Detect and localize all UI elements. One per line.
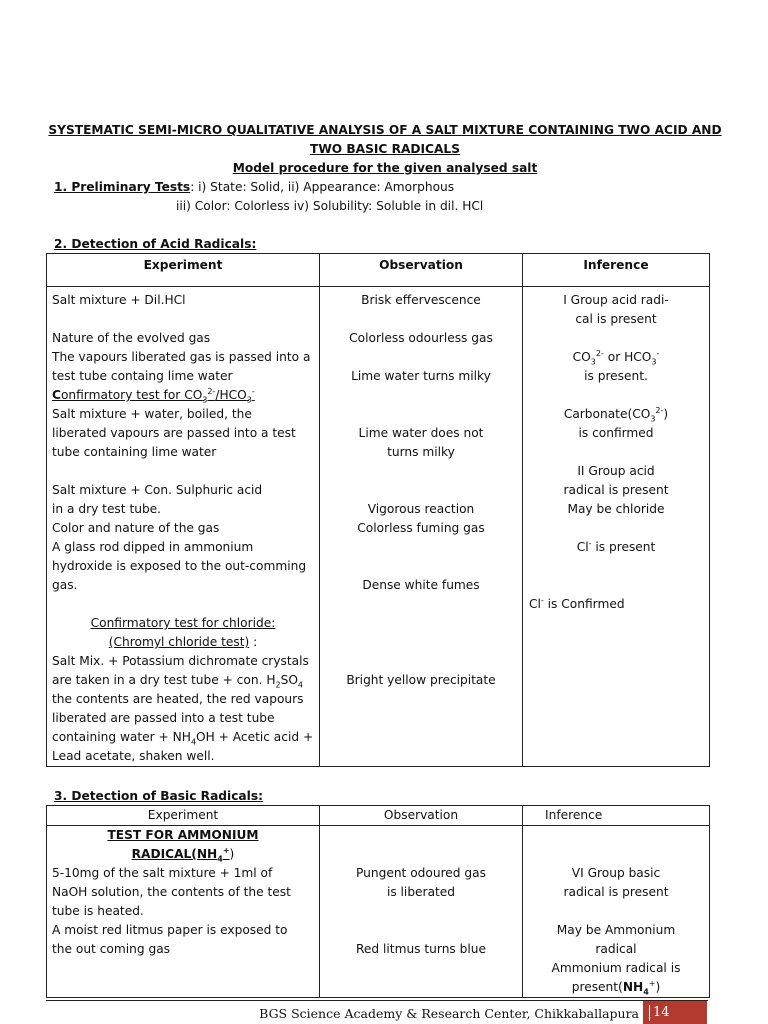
basic-col-experiment: Experiment <box>47 806 320 826</box>
acid-radicals-heading: 2. Detection of Acid Radicals: <box>54 237 257 251</box>
acid-exp-line: A glass rod dipped in ammonium <box>52 540 254 554</box>
acid-exp-line: containing water + $NH_4OH$ + Acetic acid + <box>52 730 314 747</box>
basic-col-observation: Observation <box>320 806 523 826</box>
acid-inf-line: $CO_3^{2-}$ or $HCO_3^-$ <box>572 348 660 367</box>
basic-obs-line: Pungent odoured gas <box>356 866 486 880</box>
footer-text: BGS Science Academy & Research Center, Chikkaballapura <box>259 1006 639 1021</box>
basic-radicals-heading: 3. Detection of Basic Radicals: <box>54 789 263 803</box>
acid-exp-line: Salt mixture + Dil.HCl <box>52 293 186 307</box>
acid-exp-line: Nature of the evolved gas <box>52 331 211 345</box>
basic-inf-line: $present(NH_4^+)$ <box>571 978 661 997</box>
acid-obs-line: turns milky <box>387 445 455 459</box>
acid-col-experiment: Experiment <box>47 254 320 287</box>
acid-col-inference: Inference <box>523 254 710 287</box>
acid-observation-cell <box>320 287 523 767</box>
page-number-badge <box>643 1001 707 1024</box>
acid-inf-line: cal is present <box>575 312 657 326</box>
acid-exp-line: hydroxide is exposed to the out-comming <box>52 559 307 573</box>
preliminary-tests-label: 1. Preliminary Tests <box>54 180 191 194</box>
acid-inf-line: $Carbonate(CO_3^{2-})$ <box>563 405 669 424</box>
acid-exp-line: Salt mixture + water, boiled, the <box>52 407 252 421</box>
acid-inf-line: II Group acid <box>577 464 655 478</box>
basic-inf-line: May be Ammonium <box>556 923 676 937</box>
preliminary-tests-line2: iii) Color: Colorless iv) Solubility: Soluble in dil. HCl <box>176 199 484 213</box>
basic-exp-line: tube is heated. <box>52 904 144 918</box>
basic-radicals-table <box>46 805 710 998</box>
acid-obs-line: Dense white fumes <box>362 578 480 592</box>
acid-exp-line: liberated are passed into a test tube <box>52 711 275 725</box>
acid-inf-line: I Group acid radi- <box>563 293 669 307</box>
acid-inf-line: radical is present <box>563 483 669 497</box>
acid-exp-line: Lead acetate, shaken well. <box>52 749 215 763</box>
document-subtitle: Model procedure for the given analysed salt <box>232 161 538 175</box>
basic-inf-line: Ammonium radical is <box>551 961 681 975</box>
acid-exp-line: in a dry test tube. <box>52 502 162 516</box>
acid-obs-line: Bright yellow precipitate <box>346 673 496 687</box>
acid-inf-line: Cl- is present <box>576 538 656 554</box>
basic-inf-line: radical <box>595 942 637 956</box>
acid-radicals-table <box>46 253 710 767</box>
basic-table-body-row <box>47 826 710 998</box>
acid-exp-line: Salt Mix. + Potassium dichromate crystals <box>52 654 309 668</box>
acid-obs-line: Vigorous reaction <box>367 502 475 516</box>
acid-exp-line: The vapours liberated gas is passed into a <box>52 350 311 364</box>
basic-exp-line: the out coming gas <box>52 942 171 956</box>
basic-inf-line: VI Group basic <box>571 866 661 880</box>
acid-obs-line: Colorless fuming gas <box>357 521 485 535</box>
acid-experiment-cell <box>47 287 320 767</box>
basic-exp-line: 5-10mg of the salt mixture + 1ml of <box>52 866 273 880</box>
acid-table-header-row <box>47 254 710 287</box>
basic-inference-cell <box>523 826 710 998</box>
acid-inf-line: Cl- is Confirmed <box>529 595 625 611</box>
acid-obs-line: Lime water turns milky <box>351 369 491 383</box>
basic-exp-line: A moist red litmus paper is exposed to <box>52 923 288 937</box>
preliminary-tests-state: : i) State: Solid, ii) Appearance: Amorphous <box>190 180 455 194</box>
basic-obs-line: is liberated <box>386 885 456 899</box>
acid-exp-line: are taken in a dry test tube + con. $H_2SO_4$ <box>52 673 304 690</box>
acid-exp-line: tube containing lime water <box>52 445 217 459</box>
acid-exp-line: gas. <box>52 578 78 592</box>
document-title-line2: TWO BASIC RADICALS <box>310 142 460 156</box>
basic-obs-line: Red litmus turns blue <box>356 942 486 956</box>
acid-exp-line: liberated vapours are passed into a test <box>52 426 296 440</box>
acid-obs-line: Lime water does not <box>358 426 484 440</box>
acid-exp-line: Salt mixture + Con. Sulphuric acid <box>52 483 263 497</box>
ammonium-test-heading: TEST FOR AMMONIUM <box>107 828 259 842</box>
acid-exp-line: Color and nature of the gas <box>52 521 220 535</box>
acid-exp-chromyl-heading: (Chromyl chloride test) : <box>108 635 258 649</box>
ammonium-radical-heading: $RADICAL(NH_4^+)$ <box>131 845 235 864</box>
acid-exp-line: the contents are heated, the red vapours <box>52 692 304 706</box>
acid-inf-line: is confirmed <box>578 426 654 440</box>
basic-inf-line: radical is present <box>563 885 669 899</box>
document-title-line1: SYSTEMATIC SEMI-MICRO QUALITATIVE ANALYSIS OF A SALT MIXTURE CONTAINING TWO ACID AND <box>48 123 722 137</box>
basic-table-header-row <box>47 806 710 826</box>
acid-obs-line: Colorless odourless gas <box>349 331 493 345</box>
page-number: 14 <box>653 1005 670 1020</box>
basic-col-inference: Inference <box>523 806 710 826</box>
acid-exp-line: test tube containg lime water <box>52 369 233 383</box>
footer-rule <box>46 1000 708 1001</box>
acid-exp-confirmatory-carbonate: Confirmatory test for $CO_3^{2-}/HCO_3^-$ <box>52 386 255 405</box>
acid-col-observation: Observation <box>320 254 523 287</box>
acid-exp-chloride-heading: Confirmatory test for chloride: <box>90 616 276 630</box>
acid-inf-line: May be chloride <box>567 502 665 516</box>
acid-table-body-row <box>47 287 710 767</box>
basic-exp-line: NaOH solution, the contents of the test <box>52 885 291 899</box>
preliminary-tests-line1 <box>54 180 454 194</box>
acid-obs-line: Brisk effervescence <box>361 293 481 307</box>
acid-inference-cell <box>523 287 710 767</box>
basic-experiment-cell <box>47 826 320 998</box>
basic-observation-cell <box>320 826 523 998</box>
acid-inf-line: is present. <box>584 369 648 383</box>
